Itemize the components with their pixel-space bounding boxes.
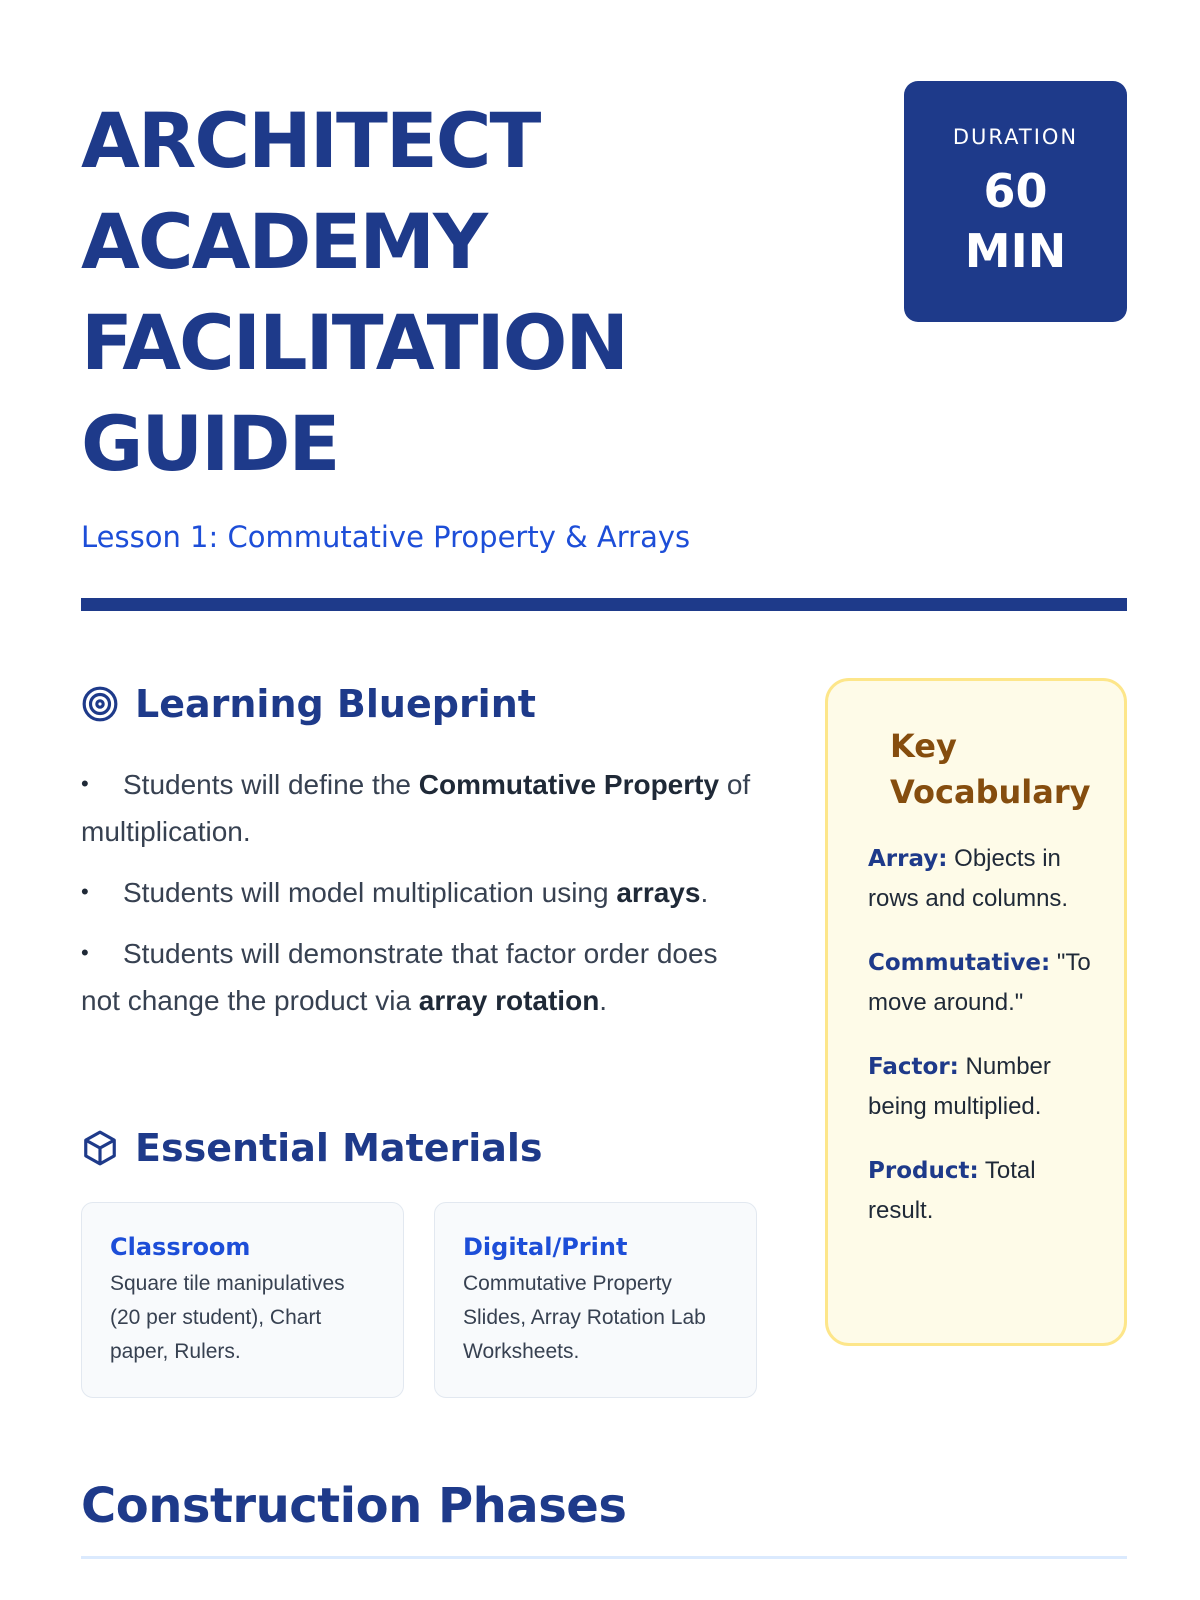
title-line: GUIDE [81, 399, 339, 488]
vocabulary-definition: "To move around." [868, 949, 1091, 1016]
vocabulary-term: Commutative: [868, 950, 1051, 976]
list-item [81, 868, 761, 916]
blueprint-list [81, 760, 761, 1037]
list-item-text: . [599, 985, 608, 1016]
materials-card-title: Digital/Print [463, 1233, 628, 1261]
list-item-bold: array rotation [418, 985, 600, 1016]
list-item [81, 929, 761, 1024]
page-title [81, 90, 841, 494]
title-line: ACADEMY [81, 197, 487, 286]
vocabulary-panel [825, 678, 1127, 1346]
vocabulary-item [868, 1047, 1094, 1127]
vocabulary-definition: Total result. [868, 1157, 1036, 1224]
bullet: • [81, 940, 89, 965]
target-icon [81, 685, 119, 723]
phases-heading: Construction Phases [81, 1478, 627, 1534]
vocabulary-item [868, 943, 1094, 1023]
list-item-text: Students will model multiplication using [123, 877, 617, 908]
vocabulary-definition: Objects in rows and columns. [868, 845, 1069, 912]
phases-divider [81, 1556, 1127, 1559]
blueprint-heading [81, 682, 536, 726]
list-item-text: Students will define the [123, 769, 419, 800]
list-item-bold: Commutative Property [418, 769, 720, 800]
vocabulary-definition: Number being multiplied. [868, 1053, 1051, 1120]
title-line: FACILITATION [81, 298, 627, 387]
list-item-text: . [700, 877, 709, 908]
lesson-subtitle: Lesson 1: Commutative Property & Arrays [81, 520, 691, 554]
materials-card-body: Square tile manipulatives (20 per student), Chart paper, Rulers. [110, 1272, 345, 1363]
duration-label: DURATION [952, 125, 1079, 149]
materials-heading [81, 1126, 543, 1170]
materials-heading-text: Essential Materials [135, 1126, 543, 1170]
title-line: ARCHITECT [81, 96, 540, 185]
vocabulary-item [868, 1151, 1094, 1231]
bullet: • [81, 771, 89, 796]
materials-card-digital [434, 1202, 757, 1398]
box-icon [81, 1129, 119, 1167]
list-item-text: of multiplication. [81, 769, 751, 847]
vocabulary-heading-line: Vocabulary [890, 773, 1091, 811]
vocabulary-item [868, 839, 1094, 919]
list-item-text: Students will demonstrate that factor order does not change the product via [81, 938, 718, 1016]
blueprint-heading-text: Learning Blueprint [135, 682, 536, 726]
duration-value [904, 161, 1127, 281]
materials-card-classroom [81, 1202, 404, 1398]
list-item-bold: arrays [616, 877, 701, 908]
bullet: • [81, 879, 89, 904]
vocabulary-heading [890, 723, 1094, 815]
vocabulary-heading-line: Key [890, 727, 957, 765]
header-divider [81, 598, 1127, 611]
list-item [81, 760, 761, 855]
vocabulary-term: Product: [868, 1158, 979, 1184]
materials-card-title: Classroom [110, 1233, 251, 1261]
duration-number: 60 [983, 164, 1048, 218]
materials-card-body: Commutative Property Slides, Array Rotation Lab Worksheets. [463, 1272, 706, 1363]
vocabulary-term: Factor: [868, 1054, 959, 1080]
duration-unit: MIN [964, 224, 1067, 278]
page-header [81, 90, 841, 554]
vocabulary-term: Array: [868, 846, 948, 872]
duration-badge [904, 81, 1127, 322]
